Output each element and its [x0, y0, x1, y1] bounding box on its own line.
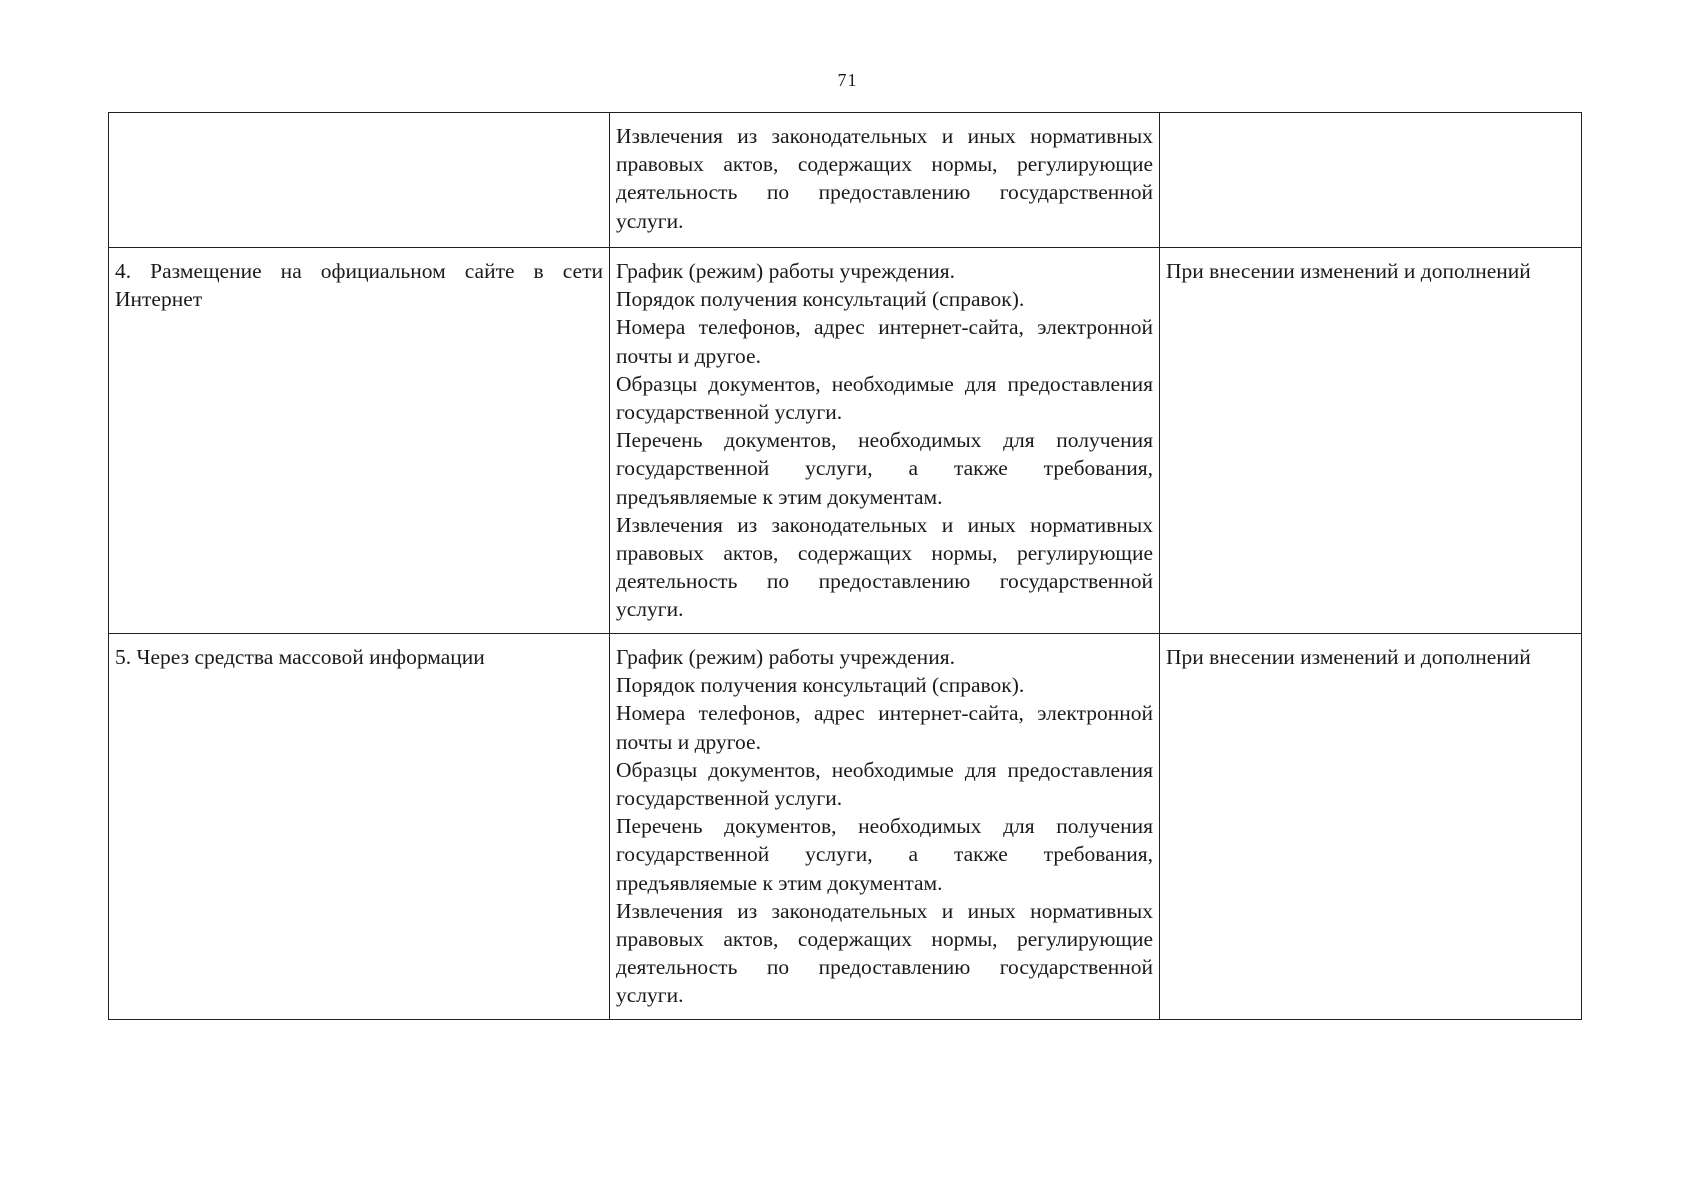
method-text: 5. Через средства массовой информации	[115, 645, 485, 669]
content-paragraph: Извлечения из законодательных и иных нормативных правовых актов, содержащих нормы, регулирующие деятельность по предоставлению государственной услуги.	[616, 898, 1153, 1008]
method-text: 4. Размещение на официальном сайте в сети Интернет	[115, 259, 603, 312]
frequency-text: При внесении изменений и дополнений	[1166, 259, 1531, 283]
method-cell	[109, 634, 610, 1020]
page-number: 71	[837, 70, 858, 90]
frequency-text: При внесении изменений и дополнений	[1166, 645, 1531, 669]
content-paragraph: График (режим) работы учреждения.	[616, 259, 955, 283]
content-paragraph: Извлечения из законодательных и иных нормативных правовых актов, содержащих нормы, регулирующие деятельность по предоставлению государственной услуги.	[616, 124, 1153, 233]
method-cell	[109, 113, 610, 248]
table-row	[109, 634, 1582, 1020]
content-paragraph: Номера телефонов, адрес интернет-сайта, электронной почты и другое.	[616, 315, 1153, 368]
method-cell	[109, 248, 610, 634]
content-paragraph: Образцы документов, необходимые для предоставления государственной услуги.	[616, 371, 1153, 425]
content-paragraph: Номера телефонов, адрес интернет-сайта, электронной почты и другое.	[616, 701, 1153, 754]
frequency-cell	[1160, 248, 1582, 634]
content-cell	[610, 113, 1160, 248]
table-row	[109, 113, 1582, 248]
content-paragraph: Извлечения из законодательных и иных нормативных правовых актов, содержащих нормы, регулирующие деятельность по предоставлению государственной услуги.	[616, 512, 1153, 622]
content-paragraph: Перечень документов, необходимых для получения государственной услуги, а также требования, предъявляемые к этим документам.	[616, 428, 1153, 509]
content-paragraph: Перечень документов, необходимых для получения государственной услуги, а также требования, предъявляемые к этим документам.	[616, 814, 1153, 895]
table-row	[109, 248, 1582, 634]
content-cell	[610, 634, 1160, 1020]
content-paragraph: Порядок получения консультаций (справок).	[616, 673, 1025, 698]
frequency-cell	[1160, 634, 1582, 1020]
info-table	[108, 112, 1582, 1020]
content-paragraph: График (режим) работы учреждения.	[616, 645, 955, 669]
content-paragraph: Порядок получения консультаций (справок).	[616, 287, 1025, 312]
frequency-cell	[1160, 113, 1582, 248]
content-paragraph: Образцы документов, необходимые для предоставления государственной услуги.	[616, 757, 1153, 811]
content-cell	[610, 248, 1160, 634]
